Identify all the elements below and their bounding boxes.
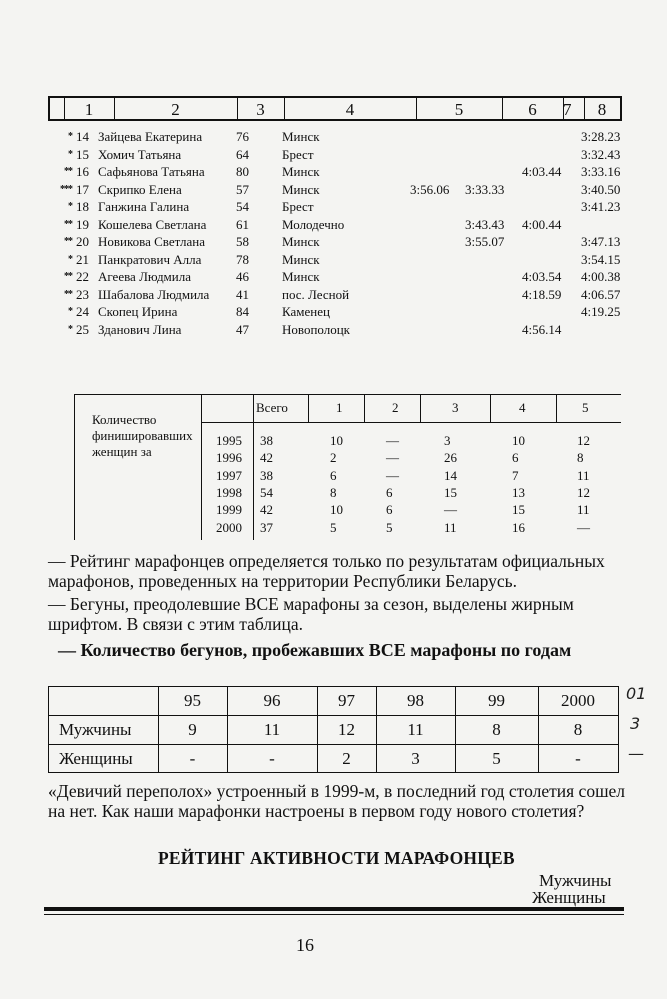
- section-rule-thick: [44, 907, 624, 911]
- table-cell: 3: [444, 433, 451, 448]
- cell-marker: **: [64, 166, 72, 177]
- table-cell: 12: [577, 433, 590, 448]
- margin-note-1: 01: [626, 684, 647, 703]
- cell-marker: ***: [60, 183, 72, 195]
- cell-place: 25: [76, 321, 89, 337]
- year-label: 1996: [216, 450, 242, 466]
- year-label: 1999: [216, 502, 242, 518]
- finishers-label-line2: финишировавших: [92, 428, 193, 443]
- table-cell: 8: [573, 720, 583, 739]
- margin-note-2: 3: [630, 714, 641, 733]
- table-row: [50, 286, 630, 303]
- rating-rule-paragraph: — Рейтинг марафонцев определяется только по результатам официальных марафонов, проведенных на территории Республики Беларусь.: [48, 551, 605, 591]
- table-cell: 12: [577, 484, 590, 500]
- year-header: 96: [263, 691, 281, 710]
- row-label: Женщины: [59, 749, 133, 768]
- col-header: 5: [582, 400, 589, 415]
- table-cell: —: [577, 519, 590, 535]
- cell-result-6: 3:55.07: [465, 234, 505, 249]
- cell-name: Скрипко Елена: [98, 181, 182, 197]
- cell-name: Зайцева Екатерина: [98, 129, 203, 144]
- cell-place: 17: [76, 181, 89, 197]
- table-row: [50, 233, 630, 250]
- table-cell: 6: [512, 450, 519, 466]
- table-cell: 54: [260, 484, 273, 500]
- year-label: 1997: [216, 467, 242, 483]
- cell-name: Сафьянова Татьяна: [98, 164, 205, 179]
- cell-name: Хомич Татьяна: [98, 146, 182, 162]
- year-header: 97: [338, 691, 355, 710]
- cell-marker: *: [68, 131, 72, 142]
- cell-result-8: 3:40.50: [581, 181, 621, 197]
- cell-birth-year: 64: [236, 146, 249, 162]
- table-row: [50, 216, 630, 233]
- cell-result-8: 3:47.13: [581, 234, 621, 249]
- cell-result-8: 3:41.23: [581, 199, 621, 214]
- table-cell: 5: [330, 519, 337, 535]
- cell-birth-year: 47: [236, 321, 249, 337]
- table-cell: 42: [260, 502, 273, 518]
- table-row: [50, 181, 630, 198]
- finishers-label-line3: женщин за: [92, 444, 152, 459]
- table-cell: 8: [330, 484, 337, 500]
- cell-place: 23: [76, 286, 89, 302]
- cell-name: Зданович Лина: [98, 321, 182, 337]
- table-cell: 12: [338, 720, 355, 739]
- table-cell: —: [444, 502, 457, 518]
- col-header-2: 2: [171, 100, 180, 119]
- table-cell: 9: [188, 720, 197, 739]
- col-header: 1: [336, 400, 343, 415]
- year-header: 2000: [561, 691, 595, 710]
- cell-birth-year: 84: [236, 304, 249, 319]
- cell-birth-year: 58: [236, 234, 249, 249]
- cell-marker: **: [64, 218, 72, 230]
- cell-place: 24: [76, 304, 89, 319]
- legend-men: Мужчины: [539, 871, 612, 890]
- table-cell: 11: [444, 519, 457, 535]
- finishers-label-line1: Количество: [92, 412, 157, 427]
- cell-marker: **: [64, 236, 72, 247]
- table-cell: 7: [512, 467, 519, 483]
- table-cell: 5: [492, 749, 501, 768]
- table-cell: 2: [342, 749, 351, 768]
- cell-marker: *: [68, 148, 72, 160]
- col-header-5: 5: [454, 100, 464, 119]
- cell-birth-year: 61: [236, 216, 249, 232]
- table-cell: 15: [444, 484, 457, 500]
- table-cell: -: [575, 749, 581, 768]
- table-row: [50, 321, 630, 338]
- table-cell: 10: [512, 433, 525, 448]
- cell-name: Новикова Светлана: [98, 234, 205, 249]
- table-cell: 8: [492, 720, 501, 739]
- table-cell: 14: [444, 467, 457, 483]
- cell-name: Шабалова Людмила: [98, 286, 210, 302]
- table-row: [50, 128, 630, 145]
- rating-title: РЕЙТИНГ АКТИВНОСТИ МАРАФОНЦЕВ: [158, 848, 515, 868]
- cell-result-8: 4:19.25: [581, 304, 621, 319]
- cell-birth-year: 80: [236, 164, 249, 179]
- cell-city: Минск: [282, 251, 320, 267]
- year-header: 95: [184, 691, 201, 710]
- legend-women: Женщины: [532, 888, 606, 907]
- table-cell: 6: [330, 467, 337, 483]
- table-cell: -: [269, 749, 275, 768]
- col-header: Всего: [256, 400, 288, 415]
- all-marathons-heading: — Количество бегунов, пробежавших ВСЕ марафоны по годам: [58, 640, 572, 660]
- cell-result-8: 3:54.15: [581, 251, 621, 267]
- year-header: 98: [407, 691, 424, 710]
- table-cell: 8: [577, 450, 584, 466]
- table-row: [50, 198, 630, 215]
- cell-result-8: 4:00.38: [581, 269, 621, 284]
- cell-birth-year: 46: [236, 269, 249, 284]
- cell-result-8: 4:06.57: [581, 286, 621, 302]
- col-header-1: 1: [84, 100, 94, 119]
- table-cell: 10: [330, 433, 343, 448]
- col-header-3: 3: [256, 100, 265, 119]
- table-row: [50, 251, 630, 268]
- cell-result-7: 4:03.54: [522, 269, 562, 284]
- cell-birth-year: 78: [236, 251, 249, 267]
- year-header: 99: [488, 691, 505, 710]
- cell-place: 15: [76, 146, 89, 162]
- women-finishers-table: [74, 394, 621, 540]
- table-cell: 42: [260, 450, 273, 466]
- cell-result-8: 3:32.43: [581, 146, 621, 162]
- cell-name: Панкратович Алла: [98, 251, 202, 267]
- margin-note-3: —: [628, 744, 644, 763]
- table-cell: 11: [407, 720, 424, 739]
- cell-result-7: 4:03.44: [522, 164, 562, 179]
- all-marathons-table: [48, 686, 619, 773]
- cell-birth-year: 41: [236, 286, 249, 302]
- table-cell: —: [386, 433, 399, 448]
- col-header: 2: [392, 400, 399, 415]
- col-header-7: 7: [563, 100, 572, 119]
- cell-city: Каменец: [282, 304, 330, 319]
- year-label: 2000: [216, 519, 242, 535]
- cell-result-8: 3:28.23: [581, 129, 621, 144]
- cell-city: Минск: [282, 181, 320, 197]
- col-header-8: 8: [597, 100, 607, 119]
- page-number: 16: [296, 935, 314, 955]
- cell-place: 14: [76, 129, 89, 144]
- cell-place: 21: [76, 251, 89, 267]
- cell-name: Скопец Ирина: [98, 304, 178, 319]
- table-cell: 11: [577, 467, 590, 483]
- section-rule-thin: [44, 914, 624, 915]
- table-cell: —: [386, 467, 399, 483]
- col-header-6: 6: [528, 100, 537, 119]
- cell-place: 20: [76, 234, 89, 249]
- cell-birth-year: 76: [236, 129, 249, 144]
- cell-place: 22: [76, 269, 89, 284]
- row-label: Мужчины: [59, 720, 132, 739]
- table-cell: 16: [512, 519, 525, 535]
- table-cell: 37: [260, 519, 273, 535]
- table-cell: 10: [330, 502, 343, 518]
- cell-birth-year: 54: [236, 199, 249, 214]
- cell-marker: *: [68, 323, 72, 335]
- table-cell: —: [386, 450, 399, 466]
- table-cell: 3: [411, 749, 420, 768]
- cell-city: Минск: [282, 164, 320, 179]
- col-header-4: 4: [345, 100, 355, 119]
- table-cell: 2: [330, 450, 337, 466]
- table-row: [50, 146, 630, 163]
- cell-marker: *: [68, 253, 72, 265]
- cell-city: Молодечно: [282, 216, 345, 232]
- cell-city: Минск: [282, 269, 320, 284]
- cell-place: 18: [76, 199, 89, 214]
- table-cell: 6: [386, 502, 393, 518]
- cell-marker: *: [68, 201, 72, 212]
- cell-marker: **: [64, 288, 72, 300]
- col-header: 3: [452, 400, 459, 415]
- year-label: 1995: [216, 433, 242, 448]
- table-cell: -: [189, 749, 196, 768]
- cell-name: Агеева Людмила: [98, 269, 191, 284]
- cell-result-7: 4:00.44: [522, 216, 562, 232]
- cell-city: Минск: [282, 129, 320, 144]
- results-table-header: [48, 96, 622, 121]
- cell-result-6: 3:43.43: [465, 216, 505, 232]
- table-cell: 15: [512, 502, 525, 518]
- girls-rush-paragraph: «Девичий переполох» устроенный в 1999-м, в последний год столетия сошел на нет. Как наши марафонки настроены в первом году нового столетия?: [48, 781, 626, 821]
- cell-result-6: 3:33.33: [465, 181, 505, 197]
- cell-result-8: 3:33.16: [581, 164, 621, 179]
- cell-name: Ганжина Галина: [98, 199, 190, 214]
- cell-marker: **: [64, 271, 72, 282]
- cell-result-7: 4:56.14: [522, 321, 562, 337]
- table-cell: 38: [260, 433, 273, 448]
- cell-place: 19: [76, 216, 89, 232]
- cell-city: Минск: [282, 234, 320, 249]
- cell-city: пос. Лесной: [282, 286, 350, 302]
- table-cell: 11: [263, 720, 281, 739]
- cell-place: 16: [76, 164, 89, 179]
- bold-runners-paragraph: — Бегуны, преодолевшие ВСЕ марафоны за сезон, выделены жирным шрифтом. В связи с этим таблица.: [48, 594, 574, 634]
- cell-result-7: 4:18.59: [522, 286, 562, 302]
- col-header: 4: [519, 400, 526, 415]
- table-cell: 5: [386, 519, 393, 535]
- table-cell: 26: [444, 450, 457, 466]
- table-row: [50, 268, 630, 285]
- table-cell: 6: [386, 484, 393, 500]
- cell-birth-year: 57: [236, 181, 249, 197]
- cell-marker: *: [68, 306, 72, 317]
- table-cell: 11: [577, 502, 590, 518]
- year-label: 1998: [216, 484, 242, 500]
- cell-city: Новополоцк: [282, 321, 350, 337]
- cell-name: Кошелева Светлана: [98, 216, 207, 232]
- cell-city: Брест: [282, 146, 314, 162]
- table-row: [50, 303, 630, 320]
- table-row: [50, 163, 630, 180]
- cell-result-5: 3:56.06: [410, 181, 450, 197]
- table-cell: 38: [260, 467, 273, 483]
- table-cell: 13: [512, 484, 525, 500]
- cell-city: Брест: [282, 199, 314, 214]
